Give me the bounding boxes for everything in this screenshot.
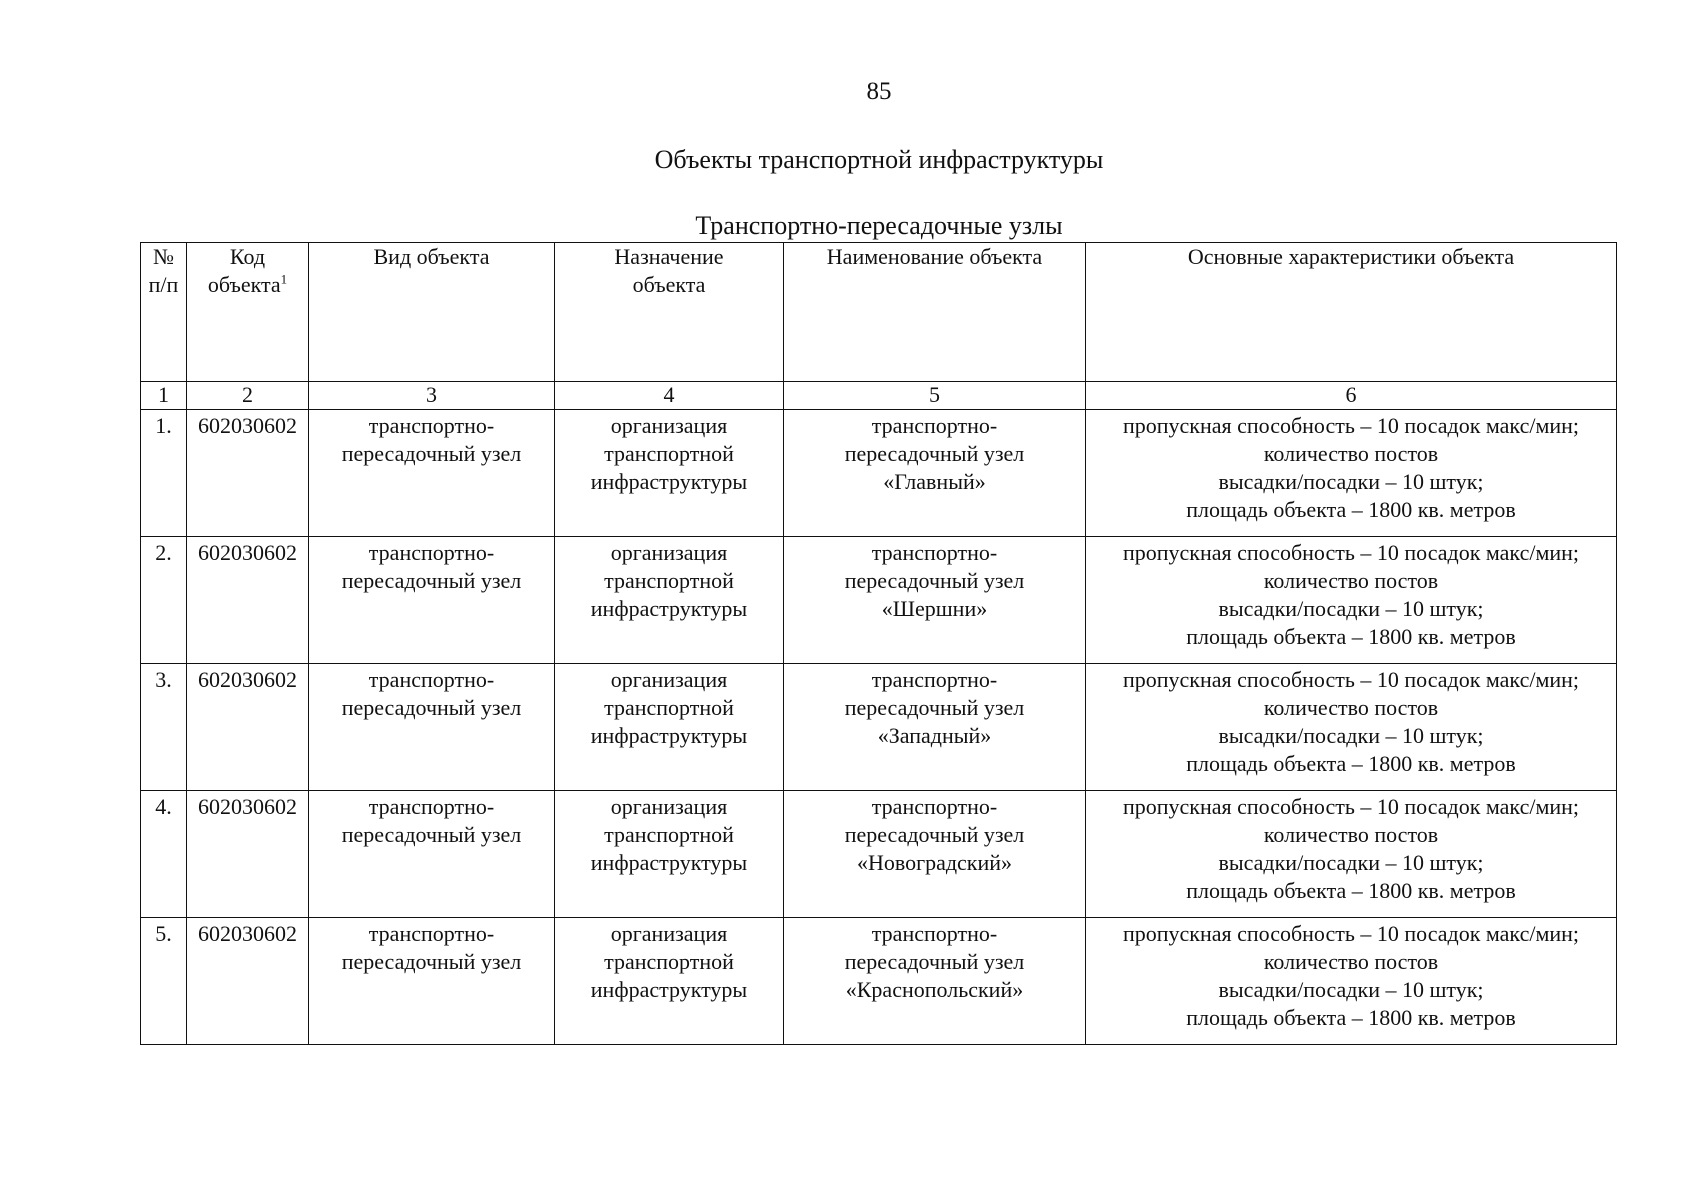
header-number-line: № (153, 244, 174, 269)
object-kind-line: пересадочный узел (341, 441, 522, 466)
table-header-row (141, 243, 1617, 382)
object-name-line: «Главный» (883, 469, 986, 494)
object-name-line: «Новоградский» (856, 850, 1013, 875)
object-code: 602030602 (187, 664, 309, 791)
column-number: 5 (784, 382, 1086, 410)
header-features (1086, 243, 1617, 382)
header-number-line: п/п (148, 272, 179, 297)
table-row (141, 664, 1617, 791)
object-name-line: пересадочный узел (844, 949, 1025, 974)
object-kind-line: пересадочный узел (341, 695, 522, 720)
object-purpose-line: транспортной (604, 949, 734, 974)
table-row (141, 537, 1617, 664)
object-kind-line: транспортно- (368, 540, 495, 565)
object-features-line: количество постов (1263, 822, 1439, 847)
header-purpose-line: Назначение (614, 244, 724, 269)
object-kind-line: пересадочный узел (341, 949, 522, 974)
header-name-line: Наименование объекта (826, 244, 1043, 269)
object-features-line: высадки/посадки – 10 штук; (1218, 596, 1484, 621)
object-kind-line: транспортно- (368, 413, 495, 438)
object-purpose-line: транспортной (604, 568, 734, 593)
header-number (141, 243, 187, 382)
object-features-line: высадки/посадки – 10 штук; (1218, 850, 1484, 875)
object-kind (309, 537, 555, 664)
object-name-line: транспортно- (871, 413, 998, 438)
object-features-line: площадь объекта – 1800 кв. метров (1186, 878, 1516, 903)
object-features-line: пропускная способность – 10 посадок макс/мин; (1122, 413, 1580, 438)
column-number-row (141, 382, 1617, 410)
header-code-line: Код (229, 244, 266, 269)
object-features-line: площадь объекта – 1800 кв. метров (1186, 497, 1516, 522)
object-kind (309, 664, 555, 791)
object-name-line: пересадочный узел (844, 822, 1025, 847)
object-features-line: количество постов (1263, 441, 1439, 466)
object-name-line: пересадочный узел (844, 695, 1025, 720)
column-number: 6 (1086, 382, 1617, 410)
object-purpose (555, 537, 784, 664)
object-kind-line: пересадочный узел (341, 568, 522, 593)
header-code-line (191, 271, 304, 299)
object-features (1086, 537, 1617, 664)
row-number: 4. (141, 791, 187, 918)
object-features-line: высадки/посадки – 10 штук; (1218, 469, 1484, 494)
header-purpose-line: объекта (632, 272, 706, 297)
object-purpose (555, 791, 784, 918)
object-features-line: количество постов (1263, 949, 1439, 974)
object-name-line: пересадочный узел (844, 441, 1025, 466)
object-kind (309, 410, 555, 537)
object-code: 602030602 (187, 918, 309, 1045)
object-name-line: транспортно- (871, 921, 998, 946)
object-purpose-line: транспортной (604, 695, 734, 720)
object-kind-line: пересадочный узел (341, 822, 522, 847)
header-purpose (555, 243, 784, 382)
header-code (187, 243, 309, 382)
object-name-line: пересадочный узел (844, 568, 1025, 593)
object-name-line: транспортно- (871, 540, 998, 565)
header-kind (309, 243, 555, 382)
object-name (784, 664, 1086, 791)
page-number: 85 (866, 78, 892, 105)
object-kind-line: транспортно- (368, 794, 495, 819)
table-row (141, 410, 1617, 537)
object-purpose-line: организация (610, 921, 728, 946)
object-purpose (555, 664, 784, 791)
column-number: 3 (309, 382, 555, 410)
object-name-line: транспортно- (871, 667, 998, 692)
table-title: Транспортно-пересадочные узлы (695, 211, 1063, 240)
object-name (784, 918, 1086, 1045)
object-name-line: «Шершни» (881, 596, 988, 621)
object-features-line: площадь объекта – 1800 кв. метров (1186, 1005, 1516, 1030)
object-features (1086, 918, 1617, 1045)
row-number: 3. (141, 664, 187, 791)
object-purpose-line: организация (610, 794, 728, 819)
object-features-line: площадь объекта – 1800 кв. метров (1186, 624, 1516, 649)
object-features (1086, 664, 1617, 791)
object-code: 602030602 (187, 410, 309, 537)
object-purpose-line: инфраструктуры (590, 850, 748, 875)
object-features-line: количество постов (1263, 695, 1439, 720)
object-name (784, 410, 1086, 537)
object-code: 602030602 (187, 791, 309, 918)
row-number: 1. (141, 410, 187, 537)
object-features-line: высадки/посадки – 10 штук; (1218, 723, 1484, 748)
object-name (784, 791, 1086, 918)
column-number: 2 (187, 382, 309, 410)
object-kind-line: транспортно- (368, 667, 495, 692)
table-row (141, 791, 1617, 918)
object-purpose-line: организация (610, 667, 728, 692)
object-name-line: «Краснопольский» (845, 977, 1024, 1002)
object-purpose-line: инфраструктуры (590, 596, 748, 621)
header-name (784, 243, 1086, 382)
page-title: Объекты транспортной инфраструктуры (654, 145, 1104, 174)
object-features-line: пропускная способность – 10 посадок макс/мин; (1122, 540, 1580, 565)
object-features-line: высадки/посадки – 10 штук; (1218, 977, 1484, 1002)
object-features-line: площадь объекта – 1800 кв. метров (1186, 751, 1516, 776)
object-purpose (555, 410, 784, 537)
object-purpose-line: инфраструктуры (590, 977, 748, 1002)
object-features-line: пропускная способность – 10 посадок макс/мин; (1122, 794, 1580, 819)
object-purpose-line: транспортной (604, 822, 734, 847)
transport-hubs-table (140, 242, 1617, 1045)
object-purpose-line: инфраструктуры (590, 723, 748, 748)
row-number: 5. (141, 918, 187, 1045)
object-purpose-line: инфраструктуры (590, 469, 748, 494)
row-number: 2. (141, 537, 187, 664)
header-code-text: объекта (207, 272, 281, 297)
footnote-marker: 1 (280, 271, 288, 287)
object-name-line: «Западный» (877, 723, 992, 748)
table-row (141, 918, 1617, 1045)
column-number: 1 (141, 382, 187, 410)
object-purpose-line: организация (610, 413, 728, 438)
object-features-line: пропускная способность – 10 посадок макс/мин; (1122, 921, 1580, 946)
object-kind-line: транспортно- (368, 921, 495, 946)
object-code: 602030602 (187, 537, 309, 664)
header-features-line: Основные характеристики объекта (1187, 244, 1515, 269)
object-features-line: пропускная способность – 10 посадок макс/мин; (1122, 667, 1580, 692)
object-name-line: транспортно- (871, 794, 998, 819)
object-kind (309, 918, 555, 1045)
object-purpose-line: организация (610, 540, 728, 565)
object-features-line: количество постов (1263, 568, 1439, 593)
object-purpose (555, 918, 784, 1045)
header-kind-line: Вид объекта (373, 244, 490, 269)
object-features (1086, 410, 1617, 537)
object-features (1086, 791, 1617, 918)
object-kind (309, 791, 555, 918)
object-purpose-line: транспортной (604, 441, 734, 466)
column-number: 4 (555, 382, 784, 410)
object-name (784, 537, 1086, 664)
